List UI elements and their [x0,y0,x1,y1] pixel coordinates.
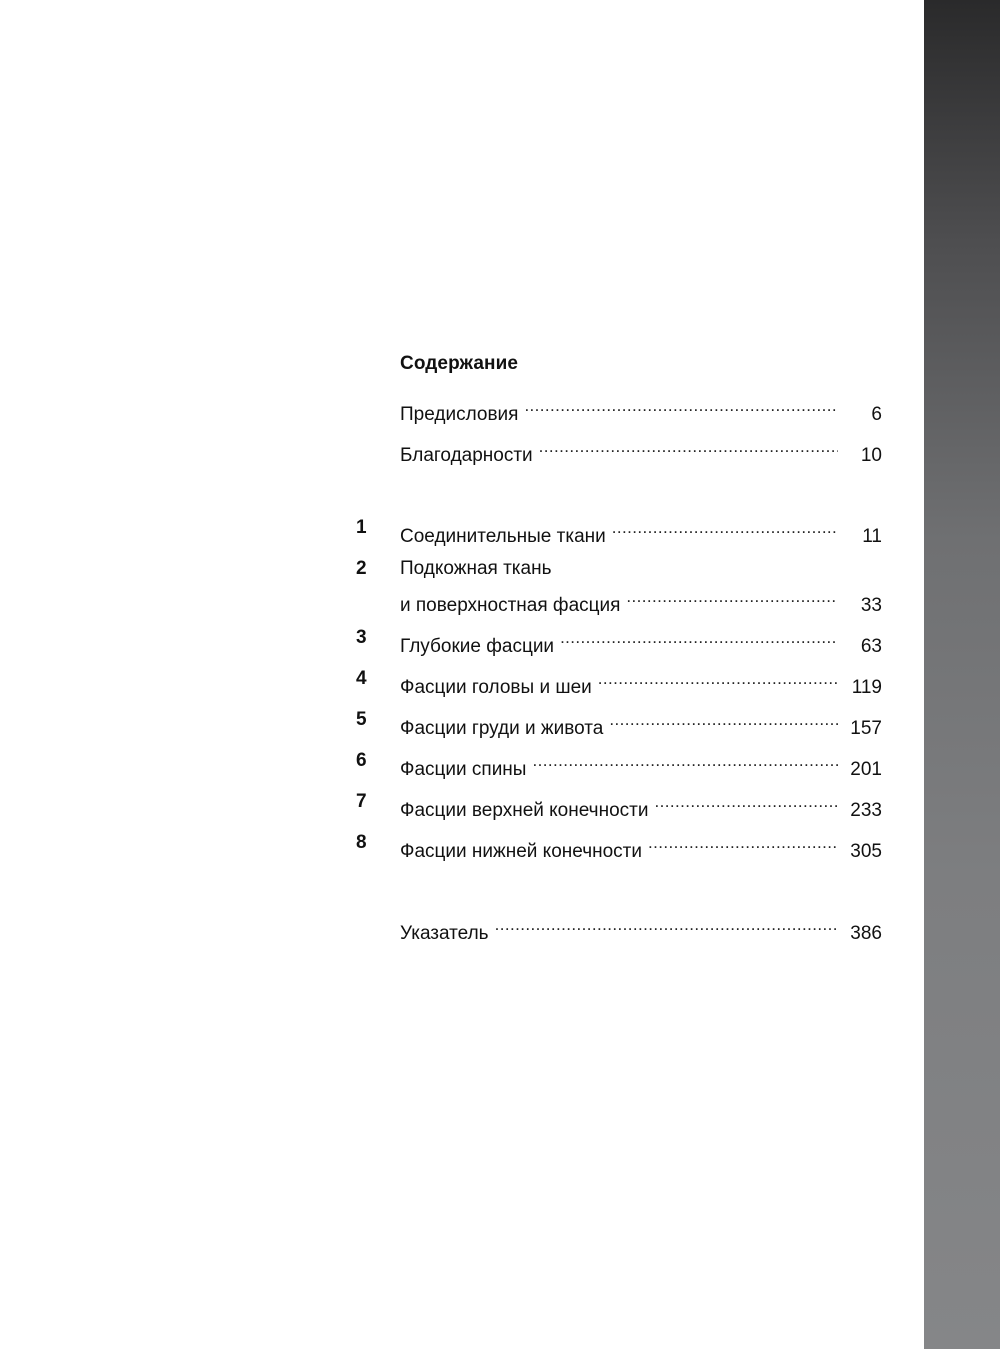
side-tab-band [924,0,1000,1349]
toc-entry-page: 6 [871,404,882,425]
toc-entry-label: Соединительные ткани [400,526,606,547]
dot-leader [598,665,838,693]
chapter-number: 1 [356,517,367,538]
chapter-number: 3 [356,627,367,648]
dot-leader [524,392,838,420]
toc-entry-page: 11 [862,526,882,547]
dot-leader [648,829,838,857]
toc-entry-label: Фасции груди и живота [400,718,604,739]
dot-leader [654,788,838,816]
dot-leader [612,514,838,542]
toc-entry-label-line1: Подкожная ткань [400,558,552,579]
dot-leader [626,583,838,611]
chapter-number: 7 [356,791,367,812]
toc-entry-label: Указатель [400,923,489,944]
dot-leader [495,911,838,939]
chapter-number: 4 [356,668,367,689]
toc-entry-label: Благодарности [400,445,533,466]
chapter-number: 5 [356,709,367,730]
toc-entry-label: Глубокие фасции [400,636,555,657]
toc-entry-page: 233 [850,800,882,821]
toc-entry-label: Фасции нижней конечности [400,841,642,862]
toc-entry-label: Предисловия [400,404,519,425]
toc-entry-page: 305 [850,841,882,862]
toc-entry-page: 119 [851,677,882,698]
toc-entry-label: Фасции головы и шеи [400,677,592,698]
toc-entry-label: Фасции спины [400,759,527,780]
toc-entry-label: Фасции верхней конечности [400,800,649,821]
chapter-number: 6 [356,750,367,771]
toc-chapter-2[interactable] [356,555,882,616]
dot-leader [609,706,838,734]
chapter-number: 8 [356,832,367,853]
toc-entry-page: 386 [850,923,882,944]
toc-entry-page: 201 [850,759,882,780]
toc-entry-page: 157 [850,718,882,739]
toc-title: Содержание [400,353,519,374]
toc-entry-label: и поверхностная фасция [400,595,621,616]
toc-entry-page: 63 [860,636,882,657]
dot-leader [532,747,838,775]
dot-leader [560,624,838,652]
toc-entry-page: 10 [860,445,882,466]
dot-leader [539,433,838,461]
chapter-number: 2 [356,558,367,579]
toc-entry-page: 33 [860,595,882,616]
